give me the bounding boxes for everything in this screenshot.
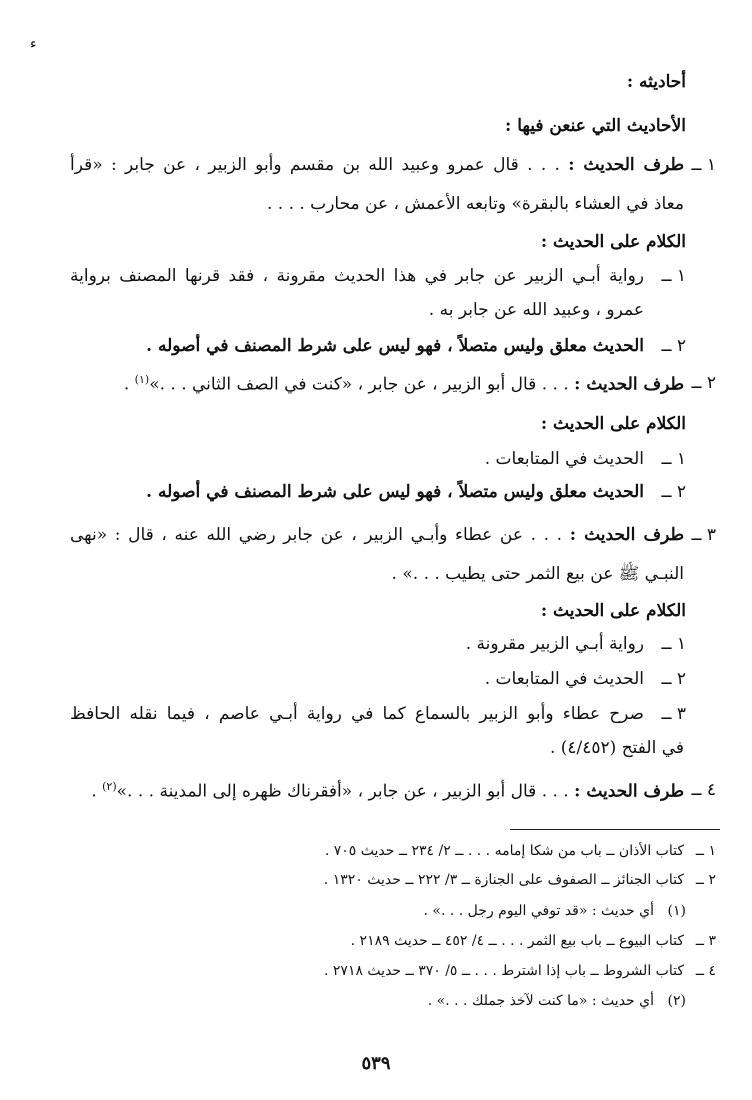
discussion-1-point-1-number: ١ ــ	[661, 266, 686, 286]
hadith-text: . . . قال عمرو وعبيد الله بن مقسم وأبو الزبير ، عن جابر : «قرأ	[70, 155, 560, 175]
footnote-separator	[510, 829, 720, 830]
discussion-title-2: الكلام على الحديث :	[540, 414, 686, 434]
footnote-1-number: ١ ــ	[695, 843, 716, 859]
footnote-ref-1: (١)	[134, 373, 150, 386]
hadith-3-line-2: النبـي ﷺ عن بيع الثمر حتى يطيب . . .» .	[391, 564, 684, 584]
hadith-text: . . . عن عطاء وأبـي الزبير ، عن جابر رضي الله عنه ، قال : «نهى	[70, 525, 563, 545]
discussion-title-3: الكلام على الحديث :	[540, 601, 686, 621]
discussion-3-point-3-line-2: في الفتح (٤/٤٥٢) .	[549, 738, 684, 758]
subheading: الأحاديث التي عنعن فيها :	[505, 116, 686, 136]
hadith-text: . . . قال أبو الزبير ، عن جابر ، «كنت في الصف الثاني . . .»	[149, 374, 569, 395]
footnote-2-number: ٢ ــ	[695, 872, 716, 888]
hadith-text: . . . قال أبو الزبير ، عن جابر ، «أفقرناك ظهره إلى المدينة . . .»	[116, 781, 569, 802]
discussion-3-point-2: الحديث في المتابعات .	[484, 669, 644, 689]
discussion-1-point-2-number: ٢ ــ	[661, 336, 686, 356]
note-2-ref: (٢)	[667, 993, 686, 1009]
discussion-1-point-1-line-2: عمرو ، وعبيد الله عن جابر به .	[428, 300, 644, 320]
note-1: أي حديث : «قد توفي اليوم رجل . . .» .	[423, 903, 654, 919]
footnote-1: كتاب الأذان ــ باب من شكا إمامه . . . ــ ٢/ ٢٣٤ ــ حديث ٧٠٥ .	[324, 843, 684, 859]
discussion-3-point-3-line-1: صرح عطاء وأبو الزبير بالسماع كما في رواية أبـي عاصم ، فيما نقله الحافظ	[70, 704, 644, 724]
discussion-3-point-1: رواية أبـي الزبير مقرونة .	[465, 634, 644, 654]
hadith-2-line: طرف الحديث : . . . قال أبو الزبير ، عن جابر ، «كنت في الصف الثاني . . .»$^{(١)}$ .	[123, 373, 684, 395]
header-mark: ء	[30, 36, 37, 52]
note-2: أي حديث : «ما كنت لآخذ جملك . . .» .	[427, 993, 654, 1009]
footnote-4: كتاب الشروط ــ باب إذا اشترط . . . ــ ٥/ ٣٧٠ ــ حديث ٢٧١٨ .	[324, 963, 684, 979]
hadith-1-line-2: معاذ في العشاء بالبقرة» وتابعه الأعمش ، عن محارب . . . .	[266, 194, 684, 214]
hadith-label: طرف الحديث :	[568, 155, 684, 175]
hadith-1-number: ١ ــ	[691, 155, 716, 175]
hadith-label: طرف الحديث :	[569, 525, 684, 545]
discussion-2-point-1-number: ١ ــ	[661, 449, 686, 469]
hadith-4-line: طرف الحديث : . . . قال أبو الزبير ، عن جابر ، «أفقرناك ظهره إلى المدينة . . .»$^{(٢)}$ .	[91, 780, 684, 802]
discussion-title-1: الكلام على الحديث :	[540, 232, 686, 252]
discussion-3-point-3-number: ٣ ــ	[661, 704, 686, 724]
hadith-3-line-1	[70, 525, 684, 545]
hadith-3-number: ٣ ــ	[691, 525, 716, 545]
footnote-3-number: ٣ ــ	[695, 933, 716, 949]
hadith-2-number: ٢ ــ	[691, 373, 716, 393]
discussion-1-point-1-line-1: رواية أبـي الزبير عن جابر في هذا الحديث مقرونة ، فقد قرنها المصنف برواية	[70, 266, 644, 286]
note-1-ref: (١)	[667, 903, 686, 919]
discussion-1-point-2: الحديث معلق وليس متصلاً ، فهو ليس على شرط المصنف في أصوله .	[146, 336, 644, 356]
hadith-label: طرف الحديث :	[574, 374, 684, 395]
discussion-3-point-2-number: ٢ ــ	[661, 669, 686, 689]
section-heading: أحاديثه :	[626, 72, 686, 92]
discussion-2-point-1: الحديث في المتابعات .	[484, 449, 644, 469]
hadith-1-line-1	[70, 155, 684, 175]
hadith-4-number: ٤ ــ	[691, 780, 716, 800]
footnote-3: كتاب البيوع ــ باب بيع الثمر . . . ــ ٤/ ٤٥٢ ــ حديث ٢١٨٩ .	[350, 933, 684, 949]
hadith-label: طرف الحديث :	[574, 781, 684, 802]
discussion-2-point-2: الحديث معلق وليس متصلاً ، فهو ليس على شرط المصنف في أصوله .	[146, 482, 644, 502]
footnote-4-number: ٤ ــ	[695, 963, 716, 979]
footnote-2: كتاب الجنائز ــ الصفوف على الجنازة ــ ٣/ ٢٢٢ ــ حديث ١٣٢٠ .	[323, 872, 684, 888]
footnote-ref-2: (٢)	[102, 780, 117, 793]
page-number: ٥٣٩	[361, 1053, 391, 1074]
discussion-3-point-1-number: ١ ــ	[661, 634, 686, 654]
discussion-2-point-2-number: ٢ ــ	[661, 482, 686, 502]
